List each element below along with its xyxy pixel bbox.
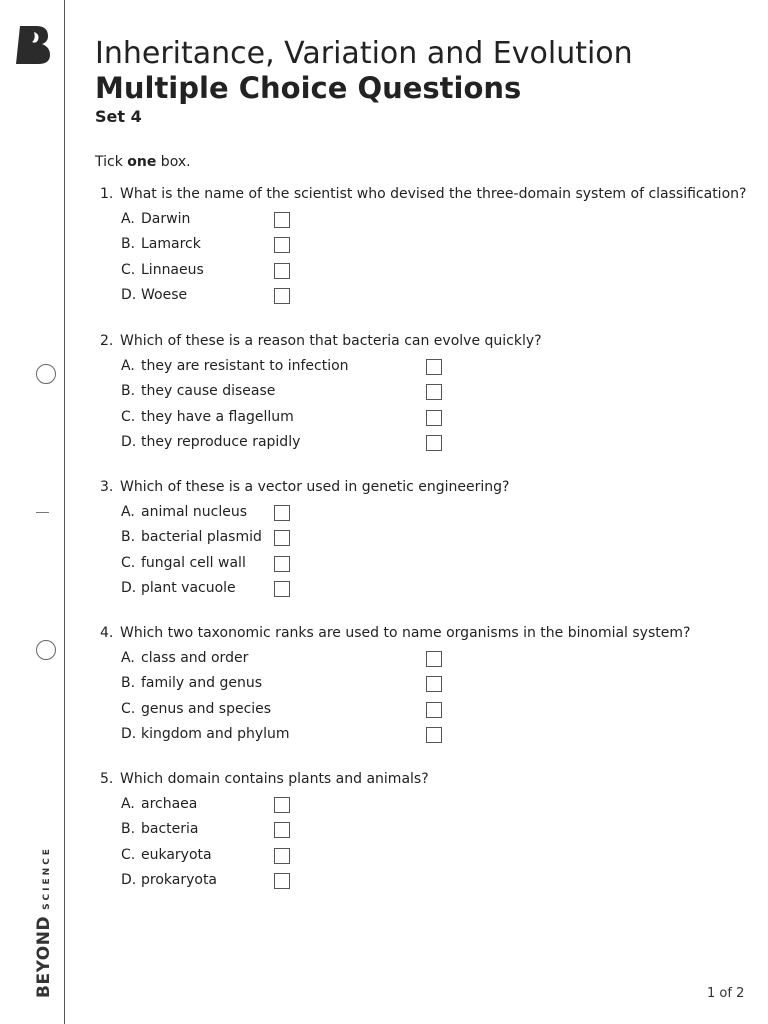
option-text: fungal cell wall xyxy=(141,554,246,571)
answer-checkbox[interactable] xyxy=(274,848,290,864)
option-letter: C. xyxy=(121,261,136,278)
answer-checkbox[interactable] xyxy=(274,581,290,597)
answer-checkbox[interactable] xyxy=(426,384,442,400)
answer-option xyxy=(0,675,768,695)
brand-wordmark xyxy=(34,846,54,998)
answer-option xyxy=(0,236,768,256)
option-text: plant vacuole xyxy=(141,579,236,596)
answer-option xyxy=(0,872,768,892)
question-number: 1. xyxy=(100,186,114,202)
option-text: class and order xyxy=(141,650,249,666)
answer-option xyxy=(0,580,768,600)
option-letter: B. xyxy=(121,821,136,838)
question-text: What is the name of the scientist who devised the three-domain system of classification? xyxy=(120,186,747,202)
instruction-pre: Tick xyxy=(95,154,128,170)
option-letter: D. xyxy=(121,579,137,596)
option-letter: C. xyxy=(121,700,136,717)
answer-option xyxy=(0,847,768,867)
option-text: bacterial plasmid xyxy=(141,529,262,546)
option-text: prokaryota xyxy=(141,871,218,888)
answer-checkbox[interactable] xyxy=(426,702,442,718)
question-number: 4. xyxy=(100,625,114,641)
question-text: Which domain contains plants and animals? xyxy=(120,771,429,787)
question-text: Which of these is a vector used in genetic engineering? xyxy=(120,479,510,495)
answer-checkbox[interactable] xyxy=(426,435,442,451)
answer-option xyxy=(0,383,768,403)
option-text: eukaryota xyxy=(141,846,212,863)
answer-checkbox[interactable] xyxy=(274,505,290,521)
answer-option xyxy=(0,409,768,429)
brand-name: BEYOND xyxy=(34,915,54,998)
option-text: family and genus xyxy=(141,675,262,692)
answer-option xyxy=(0,796,768,816)
instruction-post: box. xyxy=(156,154,191,170)
answer-checkbox[interactable] xyxy=(274,822,290,838)
option-letter: C. xyxy=(121,408,136,425)
answer-option xyxy=(0,726,768,746)
option-letter: B. xyxy=(121,529,136,546)
option-text: they cause disease xyxy=(141,383,276,400)
option-letter: A. xyxy=(121,650,135,666)
page-subtitle: Multiple Choice Questions xyxy=(95,71,522,105)
answer-option xyxy=(0,529,768,549)
answer-option xyxy=(0,504,768,524)
option-letter: D. xyxy=(121,433,137,450)
option-text: they have a flagellum xyxy=(141,408,294,425)
answer-checkbox[interactable] xyxy=(274,288,290,304)
option-text: Lamarck xyxy=(141,236,201,253)
instruction xyxy=(95,154,191,170)
option-letter: A. xyxy=(121,504,135,520)
answer-option xyxy=(0,287,768,307)
answer-option xyxy=(0,555,768,575)
answer-checkbox[interactable] xyxy=(274,530,290,546)
option-letter: B. xyxy=(121,236,136,253)
option-text: archaea xyxy=(141,796,198,812)
answer-option xyxy=(0,434,768,454)
question-text: Which two taxonomic ranks are used to name organisms in the binomial system? xyxy=(120,625,691,641)
question-number: 3. xyxy=(100,479,114,495)
answer-option xyxy=(0,650,768,670)
option-text: genus and species xyxy=(141,700,272,717)
option-letter: C. xyxy=(121,846,136,863)
option-text: Darwin xyxy=(141,211,191,227)
question-number: 5. xyxy=(100,771,114,787)
option-letter: D. xyxy=(121,871,137,888)
answer-checkbox[interactable] xyxy=(426,676,442,692)
option-letter: A. xyxy=(121,358,135,374)
option-letter: A. xyxy=(121,211,135,227)
answer-checkbox[interactable] xyxy=(426,410,442,426)
answer-checkbox[interactable] xyxy=(274,212,290,228)
option-letter: A. xyxy=(121,796,135,812)
brand-sub: SCIENCE xyxy=(42,846,52,910)
option-text: Woese xyxy=(141,286,188,303)
answer-option xyxy=(0,358,768,378)
beyond-logo-icon xyxy=(14,24,52,66)
answer-option xyxy=(0,262,768,282)
option-letter: B. xyxy=(121,675,136,692)
page-number: 1 of 2 xyxy=(707,986,745,1001)
option-text: Linnaeus xyxy=(141,261,204,278)
answer-checkbox[interactable] xyxy=(426,359,442,375)
answer-checkbox[interactable] xyxy=(274,556,290,572)
answer-option xyxy=(0,211,768,231)
option-text: bacteria xyxy=(141,821,199,838)
instruction-bold: one xyxy=(127,154,157,170)
option-text: they reproduce rapidly xyxy=(141,433,301,450)
question-text: Which of these is a reason that bacteria can evolve quickly? xyxy=(120,333,542,349)
option-letter: D. xyxy=(121,725,137,742)
answer-checkbox[interactable] xyxy=(274,263,290,279)
option-letter: B. xyxy=(121,383,136,400)
answer-checkbox[interactable] xyxy=(274,873,290,889)
set-label: Set 4 xyxy=(95,107,142,126)
answer-checkbox[interactable] xyxy=(426,651,442,667)
answer-checkbox[interactable] xyxy=(274,237,290,253)
option-letter: D. xyxy=(121,286,137,303)
option-letter: C. xyxy=(121,554,136,571)
option-text: kingdom and phylum xyxy=(141,725,290,742)
option-text: they are resistant to infection xyxy=(141,358,349,374)
answer-checkbox[interactable] xyxy=(426,727,442,743)
question-number: 2. xyxy=(100,333,114,349)
option-text: animal nucleus xyxy=(141,504,248,520)
answer-option xyxy=(0,701,768,721)
answer-option xyxy=(0,821,768,841)
answer-checkbox[interactable] xyxy=(274,797,290,813)
page-title: Inheritance, Variation and Evolution xyxy=(95,36,633,71)
